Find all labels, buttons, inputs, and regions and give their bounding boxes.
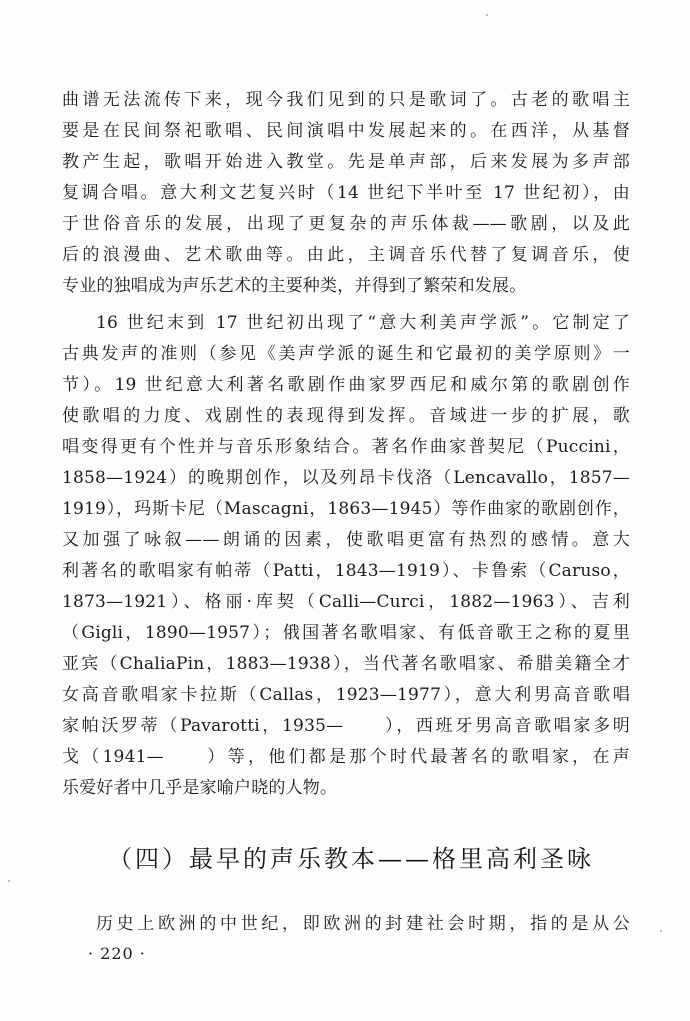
text-line: 节）。19 世纪意大利著名歌剧作曲家罗西尼和威尔第的歌剧创作	[62, 375, 630, 395]
text-line: 历史上欧洲的中世纪，即欧洲的封建社会时期，指的是从公	[96, 914, 630, 934]
page-number: · 220 ·	[88, 944, 146, 963]
text-line: 唱变得更有个性并与音乐形象结合。著名作曲家普契尼（Puccini，	[62, 437, 630, 457]
section-heading: （四）最早的声乐教本——格里高利圣咏	[108, 845, 594, 873]
text-line: 利著名的歌唱家有帕蒂（Patti，1843—1919）、卡鲁索（Caruso，	[62, 561, 630, 581]
text-line: （Gigli，1890—1957）；俄国著名歌唱家、有低音歌王之称的夏里	[62, 623, 630, 643]
text-line: 乐爱好者中几乎是家喻户晓的人物。	[62, 778, 338, 798]
text-line: 古典发声的准则（参见《美声学派的诞生和它最初的美学原则》一	[62, 344, 630, 364]
text-line: 1873—1921）、格丽·库契（Calli—Curci，1882—1963）、吉利	[62, 592, 630, 612]
text-line: 戈（1941— ）等，他们都是那个时代最著名的歌唱家，在声	[62, 747, 630, 767]
text-line: 复调合唱。意大利文艺复兴时（14 世纪下半叶至 17 世纪初），由	[62, 183, 630, 203]
text-line: 亚宾（ChaliaPin，1883—1938），当代著名歌唱家、希腊美籍全才	[62, 654, 630, 674]
text-line: 使歌唱的力度、戏剧性的表现得到发挥。音域进一步的扩展，歌	[62, 406, 630, 426]
text-line: 女高音歌唱家卡拉斯（Callas，1923—1977），意大利男高音歌唱	[62, 685, 630, 705]
text-line: 家帕沃罗蒂（Pavarotti，1935— ），西班牙男高音歌唱家多明	[62, 716, 630, 736]
text-line: 16 世纪末到 17 世纪初出现了“意大利美声学派”。它制定了	[96, 313, 630, 333]
text-line: 后的浪漫曲、艺术歌曲等。由此，主调音乐代替了复调音乐，使	[62, 245, 630, 265]
text-line: 于世俗音乐的发展，出现了更复杂的声乐体裁——歌剧，以及此	[62, 214, 630, 234]
text-line: 又加强了咏叙——朗诵的因素，使歌唱更富有热烈的感情。意大	[62, 530, 630, 550]
text-line: 专业的独唱成为声乐艺术的主要种类，并得到了繁荣和发展。	[62, 276, 527, 296]
text-line: 要是在民间祭祀歌唱、民间演唱中发展起来的。在西洋，从基督	[62, 121, 630, 141]
text-line: 曲谱无法流传下来，现今我们见到的只是歌词了。古老的歌唱主	[62, 90, 630, 110]
text-line: 教产生起，歌唱开始进入教堂。先是单声部，后来发展为多声部	[62, 152, 630, 172]
text-line: 1858—1924）的晚期创作，以及列昂卡伐洛（Lencavallo，1857—	[62, 468, 630, 488]
text-line: 1919），玛斯卡尼（Mascagni，1863—1945）等作曲家的歌剧创作，	[62, 499, 630, 519]
